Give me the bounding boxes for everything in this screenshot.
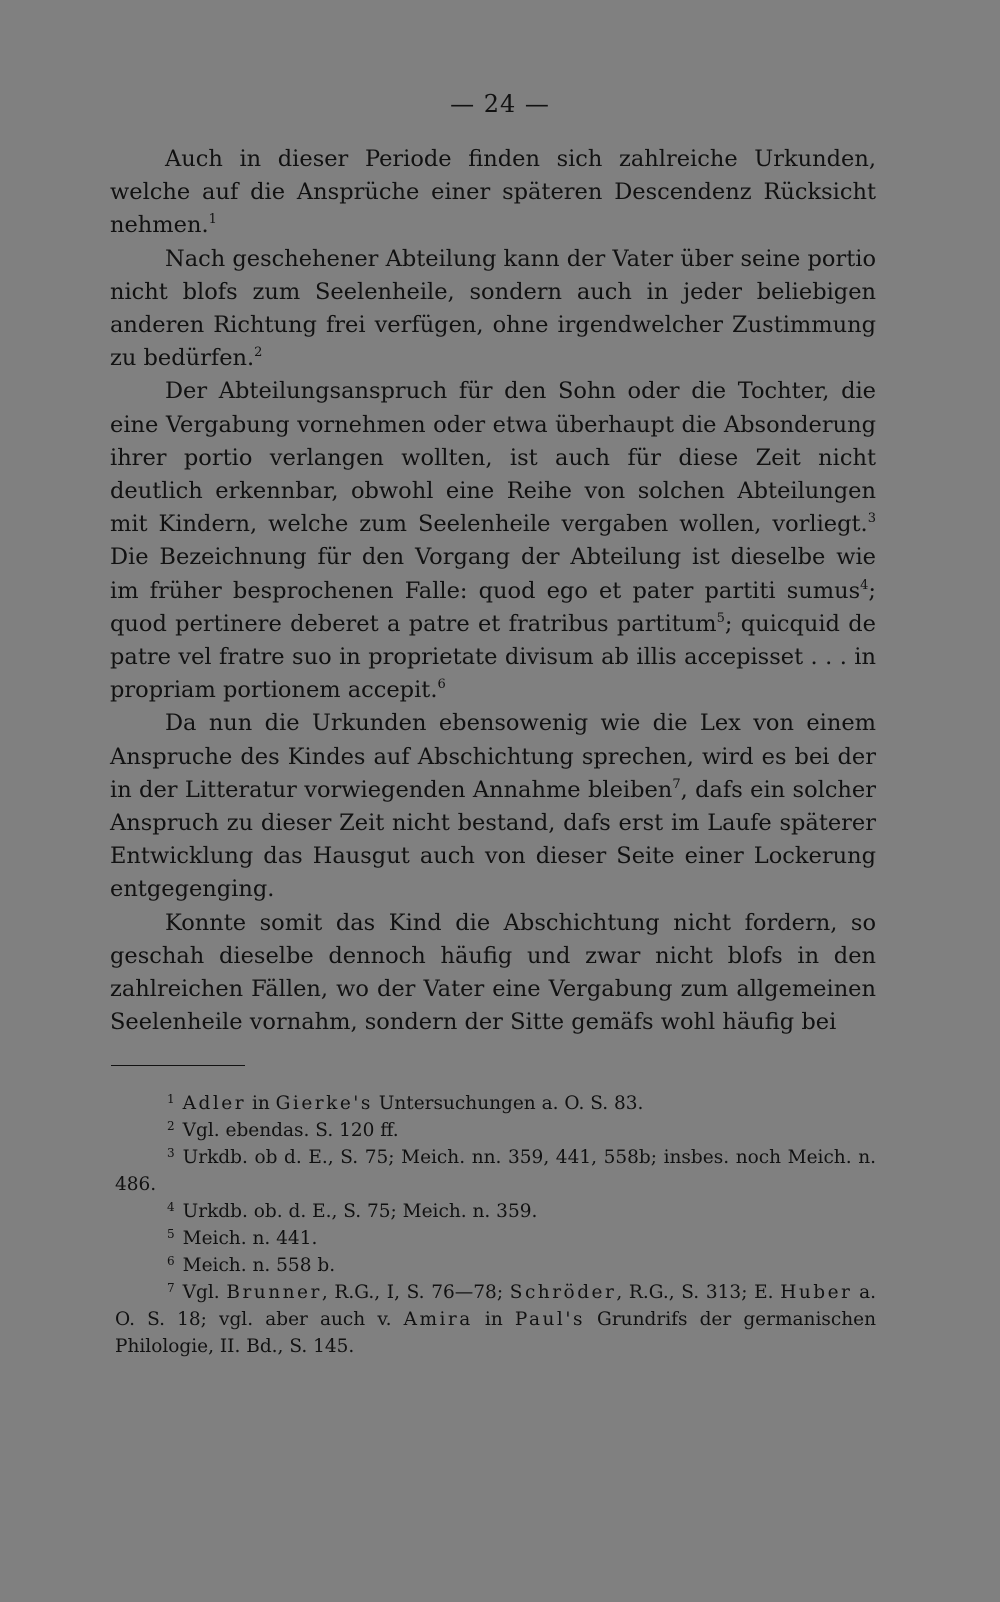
footnote-text: Grundrifs der germanischen Philologie, II. Bd., S. 145.	[115, 1309, 876, 1357]
paragraph	[110, 707, 876, 906]
footnote-text: Urkdb. ob d. E., S. 75; Meich. nn. 359, 441, 558b; insbes. noch Meich. n. 486.	[115, 1147, 876, 1195]
footnote-ref[interactable]: 5	[716, 610, 725, 626]
footnote-number: 4	[167, 1200, 175, 1214]
author-name: Brunner	[226, 1282, 322, 1303]
footnote-number: 1	[167, 1092, 175, 1106]
author-name: Schröder	[509, 1282, 617, 1303]
footnote	[115, 1144, 876, 1198]
paragraph-text: Auch in dieser Periode finden sich zahlreiche Urkunden, welche auf die Ansprüche einer späteren Descendenz Rücksicht nehmen.	[110, 146, 876, 239]
paragraph-text: Der Abteilungsanspruch für den Sohn oder die Tochter, die eine Vergabung vornehmen oder etwa überhaupt die Absonderung ihrer portio verlangen wollten, ist auch für diese Zeit nicht deutlich erkennbar, obwohl eine Reihe von solchen Abteilungen mit Kindern, welche zum Seelenheile vergaben wollen, vorliegt.	[110, 378, 876, 538]
paragraph-text: Nach geschehener Abteilung kann der Vater über seine portio nicht blofs zum Seelenheile, sondern auch in jeder beliebigen anderen Richtung frei verfügen, ohne irgendwelcher Zustimmung zu bedürfen.	[110, 245, 876, 372]
paragraph-text: Konnte somit das Kind die Abschichtung nicht fordern, so geschah dieselbe dennoch häufig und zwar nicht blofs in den zahlreichen Fällen, wo der Vater eine Vergabung zum allgemeinen Seelenheile vornahm, sondern der Sitte gemäfs wohl häufig bei	[110, 909, 876, 1036]
author-name: Gierke's	[275, 1093, 373, 1114]
footnote-separator	[111, 1065, 245, 1066]
author-name: Paul's	[514, 1309, 585, 1330]
footnote-text: Vgl. ebendas. S. 120 ff.	[182, 1120, 399, 1141]
footnote	[115, 1117, 876, 1144]
footnote-text: , R.G., I, S. 76—78;	[321, 1282, 510, 1303]
paragraph	[110, 375, 876, 707]
paragraph-text: Die Bezeichnung für den Vorgang der Abteilung ist dieselbe wie im früher besprochenen Falle: quod ego et pater partiti sumus	[110, 544, 876, 604]
footnote-text: in	[246, 1093, 276, 1114]
paragraph-text: ; quicquid de patre vel fratre suo in proprietate divisum ab illis accepisset . . . in propriam portionem accepit.	[110, 610, 876, 704]
footnote	[115, 1090, 876, 1117]
author-name: Adler	[182, 1093, 247, 1114]
footnote	[115, 1252, 876, 1279]
footnote	[115, 1279, 876, 1360]
paragraph-text: Da nun die Urkunden ebensowenig wie die Lex von einem Anspruche des Kindes auf Abschichtung sprechen, wird es bei der in der Litteratur vorwiegenden Annahme bleiben	[110, 710, 876, 803]
footnote-ref[interactable]: 7	[672, 776, 681, 792]
footnote	[115, 1225, 876, 1252]
footnote-ref[interactable]: 1	[208, 212, 217, 228]
footnote-ref[interactable]: 2	[254, 345, 263, 361]
footnote-text: a. O. S. 18; vgl. aber auch v.	[115, 1282, 876, 1330]
footnote-text: Meich. n. 558 b.	[182, 1255, 336, 1276]
footnote-text: , R.G., S. 313; E.	[616, 1282, 781, 1303]
footnote-ref[interactable]: 4	[860, 577, 869, 593]
footnote-number: 6	[167, 1254, 175, 1268]
footnote	[115, 1198, 876, 1225]
page-number: — 24 —	[450, 90, 550, 118]
footnote-number: 3	[167, 1146, 175, 1160]
footnote-number: 2	[167, 1119, 175, 1133]
footnote-text: Urkdb. ob. d. E., S. 75; Meich. n. 359.	[182, 1201, 538, 1222]
paragraph-text: , dafs ein solcher Anspruch zu dieser Zeit nicht bestand, dafs erst im Laufe späterer Entwicklung das Hausgut auch von dieser Seite einer Lockerung entgegenging.	[110, 776, 876, 903]
paragraph	[110, 143, 876, 243]
main-text	[110, 143, 876, 1039]
author-name: Huber	[780, 1282, 853, 1303]
footnote-ref[interactable]: 6	[437, 677, 446, 693]
footnote-number: 5	[167, 1227, 175, 1241]
paragraph	[110, 907, 876, 1040]
footnote-text: Untersuchungen a. O. S. 83.	[372, 1093, 644, 1114]
footnote-text: in	[472, 1309, 515, 1330]
paragraph	[110, 243, 876, 376]
author-name: Amira	[403, 1309, 473, 1330]
footnote-number: 7	[167, 1281, 175, 1295]
footnotes	[115, 1090, 876, 1360]
footnote-ref[interactable]: 3	[867, 511, 876, 527]
paragraph-text: ; quod pertinere deberet a patre et fratribus partitum	[110, 577, 876, 637]
footnote-text: Meich. n. 441.	[182, 1228, 318, 1249]
footnote-text: Vgl.	[182, 1282, 227, 1303]
